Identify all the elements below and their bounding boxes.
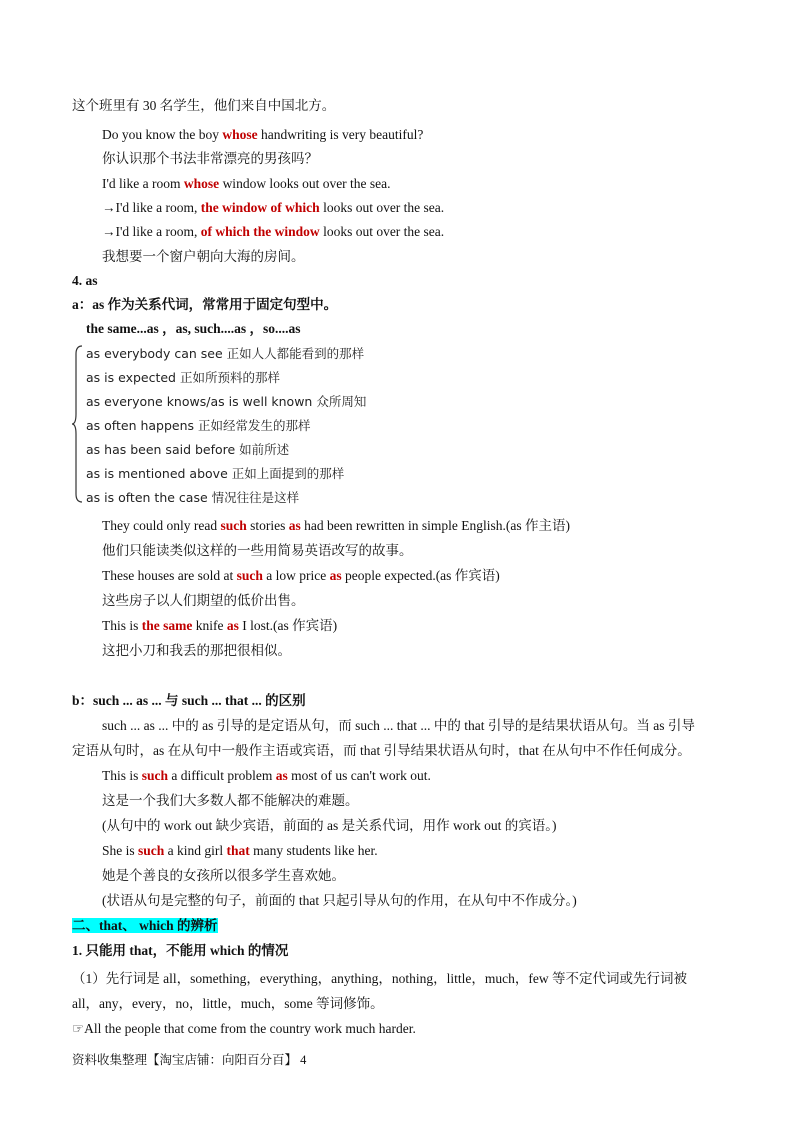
keyword-the-window-of-which: the window of which (200, 200, 320, 215)
example-whose-3: →I'd like a room, the window of which looks out over the sea. (102, 200, 445, 215)
example-as-1: They could only read such stories as had been rewritten in simple English.(as 作主语) (102, 518, 570, 533)
intro-cn: 这个班里有 30 名学生，他们来自中国北方。 (72, 98, 336, 113)
keyword-of-which-the-window: of which the window (200, 224, 320, 239)
example-as-1-cn: 他们只能读类似这样的一些用简易英语改写的故事。 (102, 543, 413, 558)
example-as-2-cn: 这些房子以人们期望的低价出售。 (102, 593, 305, 608)
keyword-as: as (329, 568, 342, 583)
example-b-2: She is such a kind girl that many students like her. (102, 843, 378, 858)
example-b-2-cn: 她是个善良的女孩所以很多学生喜欢她。 (102, 868, 345, 883)
keyword-such: such (220, 518, 247, 533)
as-list-item: as often happens 正如经常发生的那样 (86, 418, 311, 433)
rule-1-line-1: （1）先行词是 all，something，everything，anything，nothing，little，much，few 等不定代词或先行词被 (72, 971, 687, 986)
as-list-item: as is mentioned above 正如上面提到的那样 (86, 466, 345, 481)
keyword-such: such (138, 843, 165, 858)
heading-as: 4. as (72, 273, 98, 288)
subheading-a: a：as 作为关系代词，常常用于固定句型中。 (72, 297, 338, 312)
keyword-as: as (226, 618, 239, 633)
page-footer: 资料收集整理【淘宝店铺：向阳百分百】 4 (72, 1053, 307, 1067)
keyword-the-same: the same (141, 618, 193, 633)
example-as-2: These houses are sold at such a low price as people expected.(as 作宾语) (102, 568, 500, 583)
example-b-1: This is such a difficult problem as most of us can't work out. (102, 768, 431, 783)
as-list-item: as is expected 正如所预料的那样 (86, 370, 280, 385)
example-as-3: This is the same knife as I lost.(as 作宾语) (102, 618, 338, 633)
keyword-as: as (275, 768, 288, 783)
example-whose-4: →I'd like a room, of which the window looks out over the sea. (102, 224, 445, 239)
section-2-heading: 二、that、 which 的辨析 (72, 918, 218, 933)
paragraph-b-line-1: such ... as ... 中的 as 引导的是定语从句，而 such ... that ... 中的 that 引导的是结果状语从句。当 as 引导 (102, 718, 695, 733)
example-b-1-note: (从句中的 work out 缺少宾语，前面的 as 是关系代词，用作 work out 的宾语。) (102, 818, 557, 833)
example-whose-2: I'd like a room whose window looks out over the sea. (102, 176, 391, 191)
example-whose-cn: 我想要一个窗户朝向大海的房间。 (102, 249, 305, 264)
keyword-whose: whose (183, 176, 220, 191)
as-patterns: the same...as ，as, such....as ，so....as (86, 321, 301, 336)
rule-1-line-2: all，any，every，no，little，much，some 等词修饰。 (72, 996, 384, 1011)
keyword-whose: whose (222, 127, 258, 142)
example-whose-1: Do you know the boy whose handwriting is very beautiful? (102, 127, 424, 142)
as-list-item: as everyone knows/as is well known 众所周知 (86, 394, 367, 409)
example-whose-1-cn: 你认识那个书法非常漂亮的男孩吗？ (102, 151, 318, 166)
heading-1: 1. 只能用 that，不能用 which 的情况 (72, 943, 289, 958)
example-b-2-note: (状语从句是完整的句子，前面的 that 只起引导从句的作用，在从句中不作成分。) (102, 893, 577, 908)
as-list-item: as is often the case 情况往往是这样 (86, 490, 300, 505)
curly-brace-icon (72, 344, 84, 504)
keyword-such: such (236, 568, 263, 583)
subheading-b: b：such ... as ... 与 such ... that ... 的区别 (72, 693, 306, 708)
paragraph-b-line-2: 定语从句时，as 在从句中一般作主语或宾语，而 that 引导结果状语从句时，that 在从句中不作任何成分。 (72, 743, 691, 758)
rule-1-example: ☞All the people that come from the country work much harder. (72, 1021, 416, 1036)
example-as-3-cn: 这把小刀和我丢的那把很相似。 (102, 643, 291, 658)
keyword-such: such (141, 768, 169, 783)
example-b-1-cn: 这是一个我们大多数人都不能解决的难题。 (102, 793, 359, 808)
keyword-as: as (288, 518, 301, 533)
as-list-item: as everybody can see 正如人人都能看到的那样 (86, 346, 365, 361)
keyword-that: that (226, 843, 250, 858)
as-list-item: as has been said before 如前所述 (86, 442, 290, 457)
